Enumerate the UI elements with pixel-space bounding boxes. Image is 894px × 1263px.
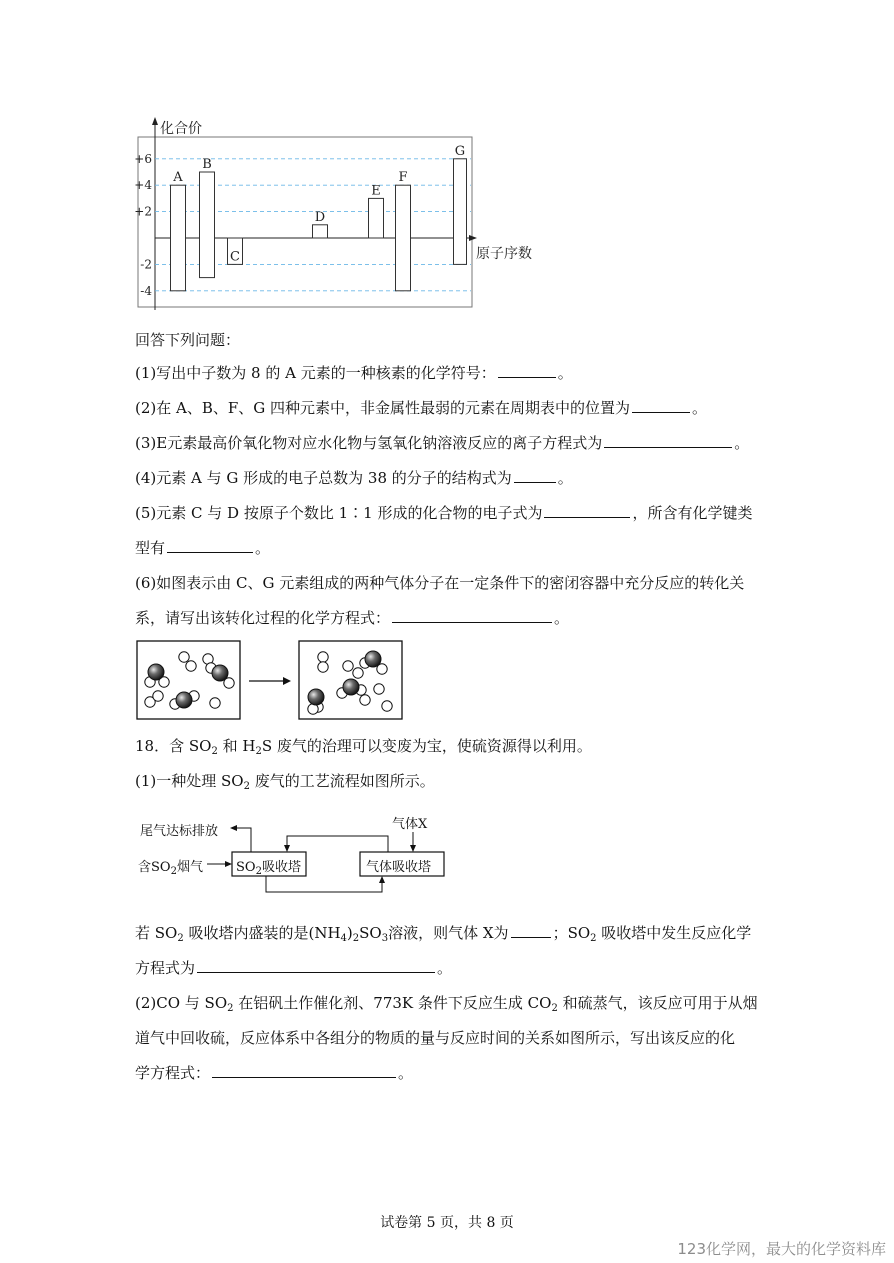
bar-G (454, 159, 467, 265)
answer-blank[interactable] (632, 398, 690, 413)
question-18-2: (2)CO 与 $SO_2$ 在铝矾土作催化剂、773K 条件下反应生成 $CO_2$ 和硫蒸气，该反应可用于从烟 (135, 994, 758, 1014)
plot-frame (138, 137, 472, 307)
valence-chart (125, 112, 555, 317)
answer-blank[interactable] (498, 363, 556, 378)
h2-atom (360, 695, 370, 705)
question-18-1-cont: 方程式为 。 (135, 959, 453, 977)
answer-blank[interactable] (544, 503, 630, 518)
h2-atom (353, 668, 363, 678)
question-18: 18．含 $SO_2$ 和 $H_2S$ 废气的治理可以变废为宝，使硫资源得以利用。 (135, 737, 592, 757)
y-tick-label: -2 (140, 257, 152, 272)
question-4: (4)元素 A 与 G 形成的电子总数为 38 的分子的结构式为 。 (135, 469, 573, 487)
bar-E (369, 198, 384, 238)
bar-D (313, 225, 328, 238)
gas-tower-label: 气体吸收塔 (366, 860, 432, 875)
bar-label-D: D (314, 209, 326, 225)
bar-label-G: G (454, 143, 466, 159)
heavy-atom (148, 664, 164, 680)
bar-F (396, 185, 411, 291)
y-tick-label: -4 (140, 283, 152, 298)
page-footer: 试卷第 5 页，共 8 页 (380, 1215, 514, 1231)
h2-atom (343, 661, 353, 671)
answer-blank[interactable] (167, 538, 253, 553)
y-axis-arrow (152, 117, 158, 125)
question-18-2-cont: 道气中回收硫，反应体系中各组分的物质的量与反应时间的关系如图所示，写出该反应的化 (135, 1029, 736, 1047)
bar-label-F: F (398, 170, 408, 186)
question-6-cont: 系，请写出该转化过程的化学方程式： 。 (135, 609, 570, 627)
answer-blank[interactable] (511, 923, 551, 938)
molecules (145, 651, 392, 714)
heavy-atom (343, 679, 359, 695)
heavy-atom (212, 665, 228, 681)
answer-blank[interactable] (514, 468, 556, 483)
h2-atom (153, 691, 163, 701)
bar-B (200, 172, 215, 278)
question-3: (3)E元素最高价氧化物对应水化物与氢氧化钠溶液反应的离子方程式为 。 (135, 434, 750, 452)
watermark: 123化学网，最大的化学资料库 (677, 1240, 886, 1258)
x-axis-label: 原子序数 (476, 246, 532, 262)
h2-atom (210, 698, 220, 708)
h2-atom (186, 661, 196, 671)
flue-gas-label: 含$SO_2$烟气 (138, 860, 203, 877)
h2-atom (318, 662, 328, 672)
question-2: (2)在 A、B、F、G 四种元素中，非金属性最弱的元素在周期表中的位置为 。 (135, 399, 708, 417)
question-1: (1)写出中子数为 8 的 A 元素的一种核素的化学符号： 。 (135, 364, 573, 382)
question-18-1-text: 若 $SO_2$ 吸收塔内盛装的是$(NH_4)_2SO_3$溶液，则气体 X为 ；$SO_2$ 吸收塔中发生反应化学 (135, 924, 752, 944)
question-5: (5)元素 C 与 D 按原子个数比 1∶1 形成的化合物的电子式为 ，所含有化学键类 (135, 504, 753, 522)
h2-atom (318, 652, 328, 662)
h2-atom (382, 701, 392, 711)
bar-label-E: E (371, 183, 381, 199)
answer-blank[interactable] (392, 608, 552, 623)
bar-label-A: A (173, 170, 183, 186)
y-tick-label: +4 (134, 178, 152, 193)
x-axis-arrow (469, 235, 477, 241)
intro-text: 回答下列问题： (135, 331, 241, 349)
exhaust-label: 尾气达标排放 (140, 824, 219, 839)
h2-atom (179, 652, 189, 662)
so2-tower-label: $SO_2$吸收塔 (236, 860, 301, 877)
bar-label-B: B (202, 157, 212, 172)
y-axis-label: 化合价 (160, 121, 202, 137)
answer-blank[interactable] (197, 958, 435, 973)
question-6: (6)如图表示由 C、G 元素组成的两种气体分子在一定条件下的密闭容器中充分反应的转化关 (135, 574, 745, 592)
heavy-atom (365, 651, 381, 667)
gas-x-label: 气体X (392, 817, 428, 832)
h2-atom (374, 684, 384, 694)
question-18-1: (1)一种处理 $SO_2$ 废气的工艺流程如图所示。 (135, 772, 435, 792)
heavy-atom (308, 689, 324, 705)
y-tick-label: +6 (134, 151, 152, 166)
answer-blank[interactable] (604, 433, 732, 448)
bar-label-C: C (230, 249, 240, 265)
question-5-cont: 型有 。 (135, 539, 271, 557)
bar-A (171, 185, 186, 291)
answer-blank[interactable] (212, 1063, 396, 1078)
question-18-2-cont2: 学方程式： 。 (135, 1064, 414, 1082)
y-tick-label: +2 (134, 204, 152, 219)
arrow-head (283, 677, 291, 685)
heavy-atom (176, 692, 192, 708)
flow-diagram (130, 810, 460, 900)
molecule-diagram (136, 640, 406, 722)
